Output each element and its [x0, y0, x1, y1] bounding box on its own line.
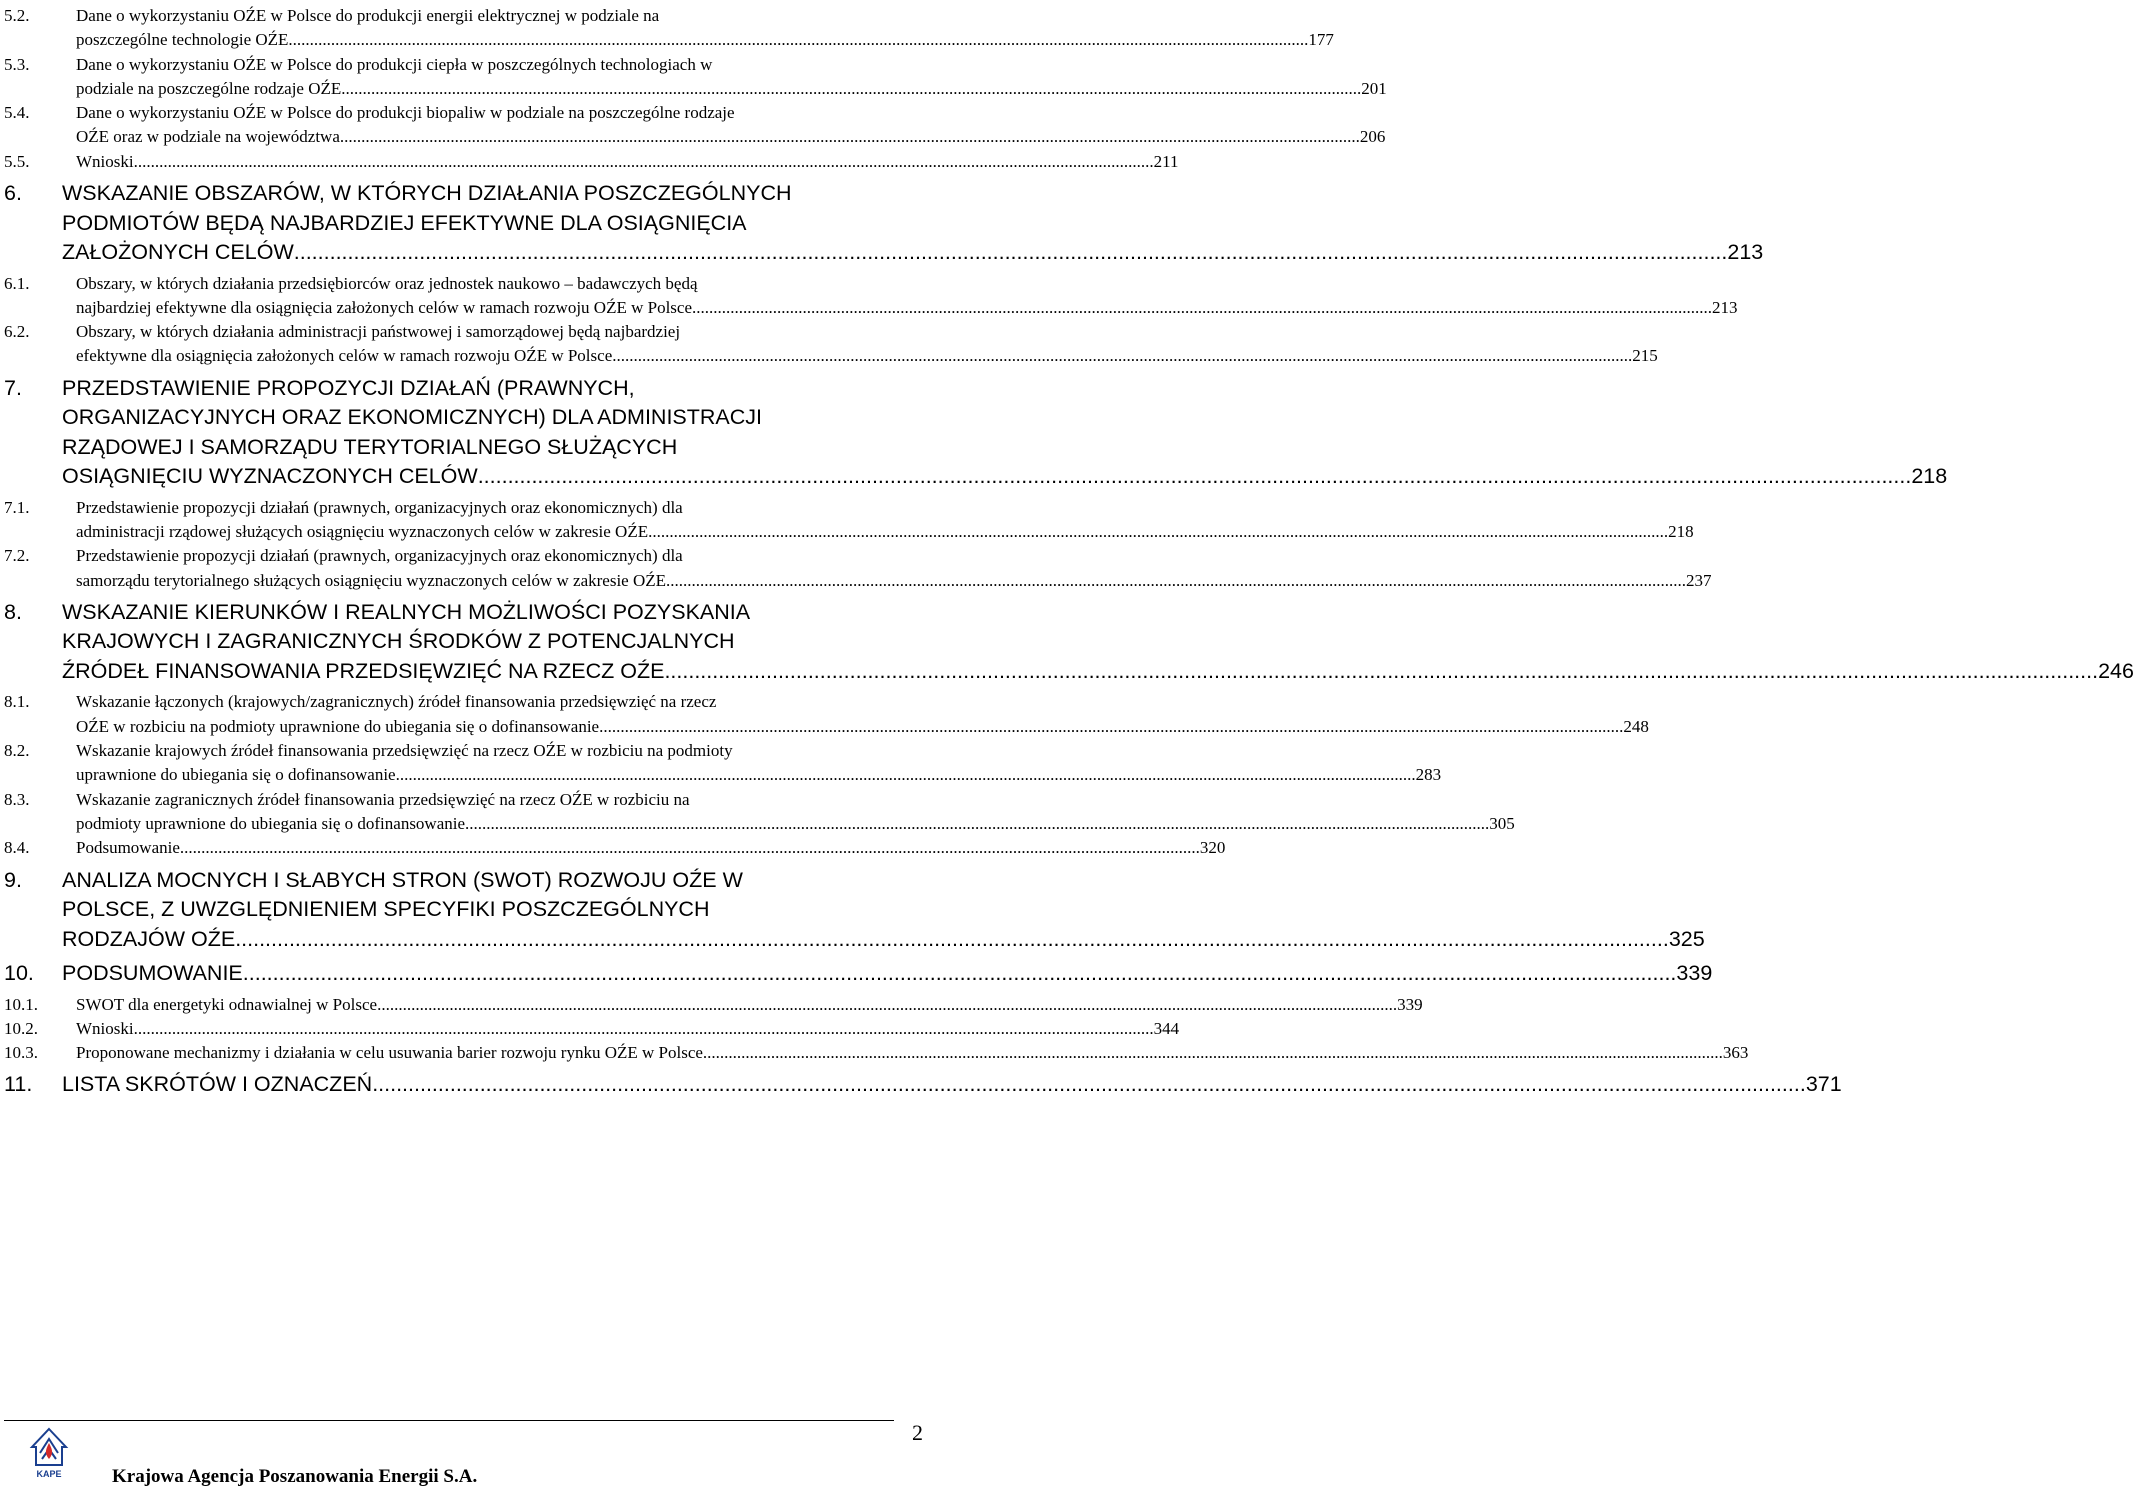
toc-section-9[interactable] [4, 544, 1712, 593]
logo-text: KAPE [36, 1469, 62, 1479]
toc-title-line: Obszary, w których działania przedsiębiorców oraz jednostek naukowo – badawczych będą [76, 273, 698, 293]
toc-leader-dots [692, 296, 1712, 320]
toc-leader-dots [294, 238, 1728, 268]
toc-title-line: OSIĄGNIĘCIU WYZNACZONYCH CELÓW [62, 464, 478, 489]
page-number: 2 [912, 1420, 923, 1445]
toc-number: 8.1. [4, 692, 30, 712]
toc-title-line: KRAJOWYCH I ZAGRANICZNYCH ŚRODKÓW Z POTENCJALNYCH [62, 629, 735, 654]
toc-title-line: RODZAJÓW OŹE [62, 926, 236, 951]
toc-number: 8.4. [4, 838, 30, 858]
toc-page-number: 211 [1153, 151, 1179, 171]
toc-page-number: 339 [1676, 961, 1713, 986]
toc-chapter-4[interactable] [4, 179, 1764, 268]
toc-page-number: 218 [1668, 522, 1694, 542]
toc-page-number: 339 [1397, 994, 1423, 1014]
toc-section-14[interactable] [4, 836, 1226, 860]
toc-number: 6. [4, 181, 22, 206]
toc-number: 6.2. [4, 322, 30, 342]
table-of-contents [4, 4, 2134, 1104]
toc-title-line: Obszary, w których działania administracji państwowej i samorządowej będą najbardziej [76, 322, 681, 342]
toc-section-12[interactable] [4, 739, 1442, 788]
toc-title-line: Wskazanie łączonych (krajowych/zagranicznych) źródeł finansowania przedsięwzięć na rzecz [76, 692, 717, 712]
toc-number: 11. [4, 1072, 33, 1097]
toc-page-number: 206 [1359, 127, 1386, 147]
toc-number: 8.3. [4, 789, 30, 809]
toc-page-number: 218 [1911, 464, 1948, 489]
toc-title-line: Wnioski [76, 1018, 134, 1038]
toc-leader-dots [340, 125, 1360, 149]
toc-number: 10.1. [4, 994, 38, 1014]
toc-title-line: PODSUMOWANIE [62, 961, 243, 986]
toc-title-line: Dane o wykorzystaniu OŹE w Polsce do produkcji ciepła w poszczególnych technologiach w [76, 54, 713, 74]
toc-number: 5.4. [4, 103, 30, 123]
toc-number: 7.2. [4, 546, 30, 566]
toc-title-line: uprawnione do ubiegania się o dofinansowanie [76, 765, 396, 785]
toc-title-line: LISTA SKRÓTÓW I OZNACZEŃ [62, 1072, 373, 1097]
toc-chapter-16[interactable] [4, 959, 1713, 989]
toc-page-number: 201 [1361, 78, 1387, 98]
toc-number: 8.2. [4, 741, 30, 761]
kape-logo-icon [18, 1425, 80, 1485]
toc-page-number: 283 [1415, 765, 1442, 785]
toc-leader-dots [478, 462, 1912, 492]
toc-number: 9. [4, 867, 22, 892]
toc-leader-dots [612, 344, 1632, 368]
toc-number: 6.1. [4, 273, 30, 293]
toc-leader-dots [288, 28, 1308, 52]
toc-leader-dots [180, 836, 1200, 860]
toc-title-line: POLSCE, Z UWZGLĘDNIENIEM SPECYFIKI POSZCZEGÓLNYCH [62, 897, 710, 922]
toc-page-number: 177 [1308, 30, 1334, 50]
toc-section-17[interactable] [4, 993, 1423, 1017]
toc-title-line: ANALIZA MOCNYCH I SŁABYCH STRON (SWOT) ROZWOJU OŹE W [62, 867, 743, 892]
toc-title-line: SWOT dla energetyki odnawialnej w Polsce [76, 994, 378, 1014]
toc-page-number: 246 [2098, 658, 2134, 683]
toc-title-line: Podsumowanie [76, 838, 180, 858]
toc-chapter-20[interactable] [4, 1070, 1842, 1100]
toc-title-line: efektywne dla osiągnięcia założonych celów w ramach rozwoju OŹE w Polsce [76, 346, 613, 366]
toc-title-line: najbardziej efektywne dla osiągnięcia założonych celów w ramach rozwoju OŹE w Polsce [76, 297, 693, 317]
toc-chapter-7[interactable] [4, 374, 1948, 492]
toc-title-line: samorządu terytorialnego służących osiągnięciu wyznaczonych celów w zakresie OŹE [76, 570, 667, 590]
toc-section-6[interactable] [4, 320, 1658, 369]
toc-title-line: Wskazanie zagranicznych źródeł finansowania przedsięwzięć na rzecz OŹE w rozbiciu na [76, 789, 690, 809]
toc-title-line: podziale na poszczególne rodzaje OŹE [76, 78, 342, 98]
toc-title-line: ORGANIZACYJNYCH ORAZ EKONOMICZNYCH) DLA ADMINISTRACJI [62, 405, 763, 430]
toc-page-number: 371 [1805, 1072, 1842, 1097]
footer-divider [4, 1420, 894, 1421]
toc-chapter-15[interactable] [4, 866, 1705, 955]
toc-title-line: Wnioski [76, 151, 134, 171]
toc-title-line: administracji rządowej służących osiągnięciu wyznaczonych celów w zakresie OŹE [76, 522, 649, 542]
toc-page-number: 248 [1623, 716, 1649, 736]
toc-leader-dots [243, 959, 1677, 989]
toc-page-number: 237 [1686, 570, 1712, 590]
toc-title-line: WSKAZANIE KIERUNKÓW I REALNYCH MOŻLIWOŚCI POZYSKANIA [62, 599, 751, 624]
toc-title-line: RZĄDOWEJ I SAMORZĄDU TERYTORIALNEGO SŁUŻĄCYCH [62, 434, 678, 459]
toc-page-number: 305 [1489, 813, 1515, 833]
toc-title-line: OŹE oraz w podziale na województwa [76, 127, 340, 147]
toc-section-13[interactable] [4, 788, 1515, 837]
toc-title-line: OŹE w rozbiciu na podmioty uprawnione do ubiegania się o dofinansowanie. [76, 716, 604, 736]
toc-number: 8. [4, 599, 22, 624]
toc-number: 10. [4, 961, 34, 986]
toc-leader-dots [469, 812, 1489, 836]
toc-page-number: 320 [1199, 838, 1226, 858]
toc-title-line: WSKAZANIE OBSZARÓW, W KTÓRYCH DZIAŁANIA POSZCZEGÓLNYCH [62, 181, 792, 206]
toc-leader-dots [648, 520, 1668, 544]
toc-section-5[interactable] [4, 272, 1738, 321]
toc-title-line: ZAŁOŻONYCH CELÓW [62, 240, 294, 265]
toc-leader-dots [703, 1041, 1723, 1065]
toc-leader-dots [372, 1070, 1806, 1100]
toc-leader-dots [235, 925, 1669, 955]
toc-page-number: 215 [1632, 346, 1658, 366]
toc-section-1[interactable] [4, 53, 1387, 102]
toc-number: 5.3. [4, 54, 30, 74]
toc-section-11[interactable] [4, 690, 1649, 739]
toc-title-line: Dane o wykorzystaniu OŹE w Polsce do produkcji biopaliw w podziale na poszczególne rodzaje [76, 103, 735, 123]
toc-page-number: 213 [1727, 240, 1764, 265]
toc-title-line: podmioty uprawnione do ubiegania się o dofinansowanie. [76, 813, 470, 833]
toc-title-line: Przedstawienie propozycji działań (prawnych, organizacyjnych oraz ekonomicznych) dla [76, 546, 683, 566]
toc-number: 5.2. [4, 6, 30, 25]
agency-name: Krajowa Agencja Poszanowania Energii S.A. [112, 1466, 478, 1487]
toc-leader-dots [666, 569, 1686, 593]
toc-title-line: PRZEDSTAWIENIE PROPOZYCJI DZIAŁAŃ (PRAWNYCH, [62, 375, 635, 400]
toc-section-2[interactable] [4, 101, 1386, 150]
toc-leader-dots [603, 715, 1623, 739]
toc-title-line: Wskazanie krajowych źródeł finansowania przedsięwzięć na rzecz OŹE w rozbiciu na podmioty [76, 741, 733, 761]
toc-title-line: poszczególne technologie OŹE [76, 30, 289, 50]
toc-page-number: 325 [1668, 926, 1705, 951]
toc-leader-dots [134, 150, 1154, 174]
toc-section-0[interactable] [4, 4, 1334, 53]
toc-title-line: Dane o wykorzystaniu OŹE w Polsce do produkcji energii elektrycznej w podziale na [76, 6, 660, 25]
toc-leader-dots [664, 657, 2098, 687]
toc-title-line: Proponowane mechanizmy i działania w celu usuwania barier rozwoju rynku OŹE w Polsce [76, 1043, 703, 1063]
toc-leader-dots [377, 993, 1397, 1017]
toc-section-8[interactable] [4, 496, 1694, 545]
toc-chapter-10[interactable] [4, 598, 2134, 687]
toc-title-line: PODMIOTÓW BĘDĄ NAJBARDZIEJ EFEKTYWNE DLA OSIĄGNIĘCIA [62, 210, 747, 235]
toc-section-3[interactable] [4, 150, 1179, 174]
toc-number: 10.2. [4, 1018, 38, 1038]
toc-leader-dots [134, 1017, 1154, 1041]
toc-number: 5.5. [4, 151, 30, 171]
toc-title-line: ŹRÓDEŁ FINANSOWANIA PRZEDSIĘWZIĘĆ NA RZECZ OŹE [62, 658, 665, 683]
toc-section-19[interactable] [4, 1041, 1749, 1065]
toc-leader-dots [341, 77, 1361, 101]
toc-leader-dots [396, 763, 1416, 787]
toc-page-number: 213 [1712, 297, 1738, 317]
toc-number: 10.3. [4, 1043, 38, 1063]
toc-page-number: 363 [1722, 1043, 1749, 1063]
toc-page-number: 344 [1153, 1018, 1180, 1038]
toc-title-line: Przedstawienie propozycji działań (prawnych, organizacyjnych oraz ekonomicznych) dla [76, 497, 683, 517]
toc-number: 7. [4, 375, 22, 400]
toc-number: 7.1. [4, 497, 30, 517]
toc-section-18[interactable] [4, 1017, 1180, 1041]
